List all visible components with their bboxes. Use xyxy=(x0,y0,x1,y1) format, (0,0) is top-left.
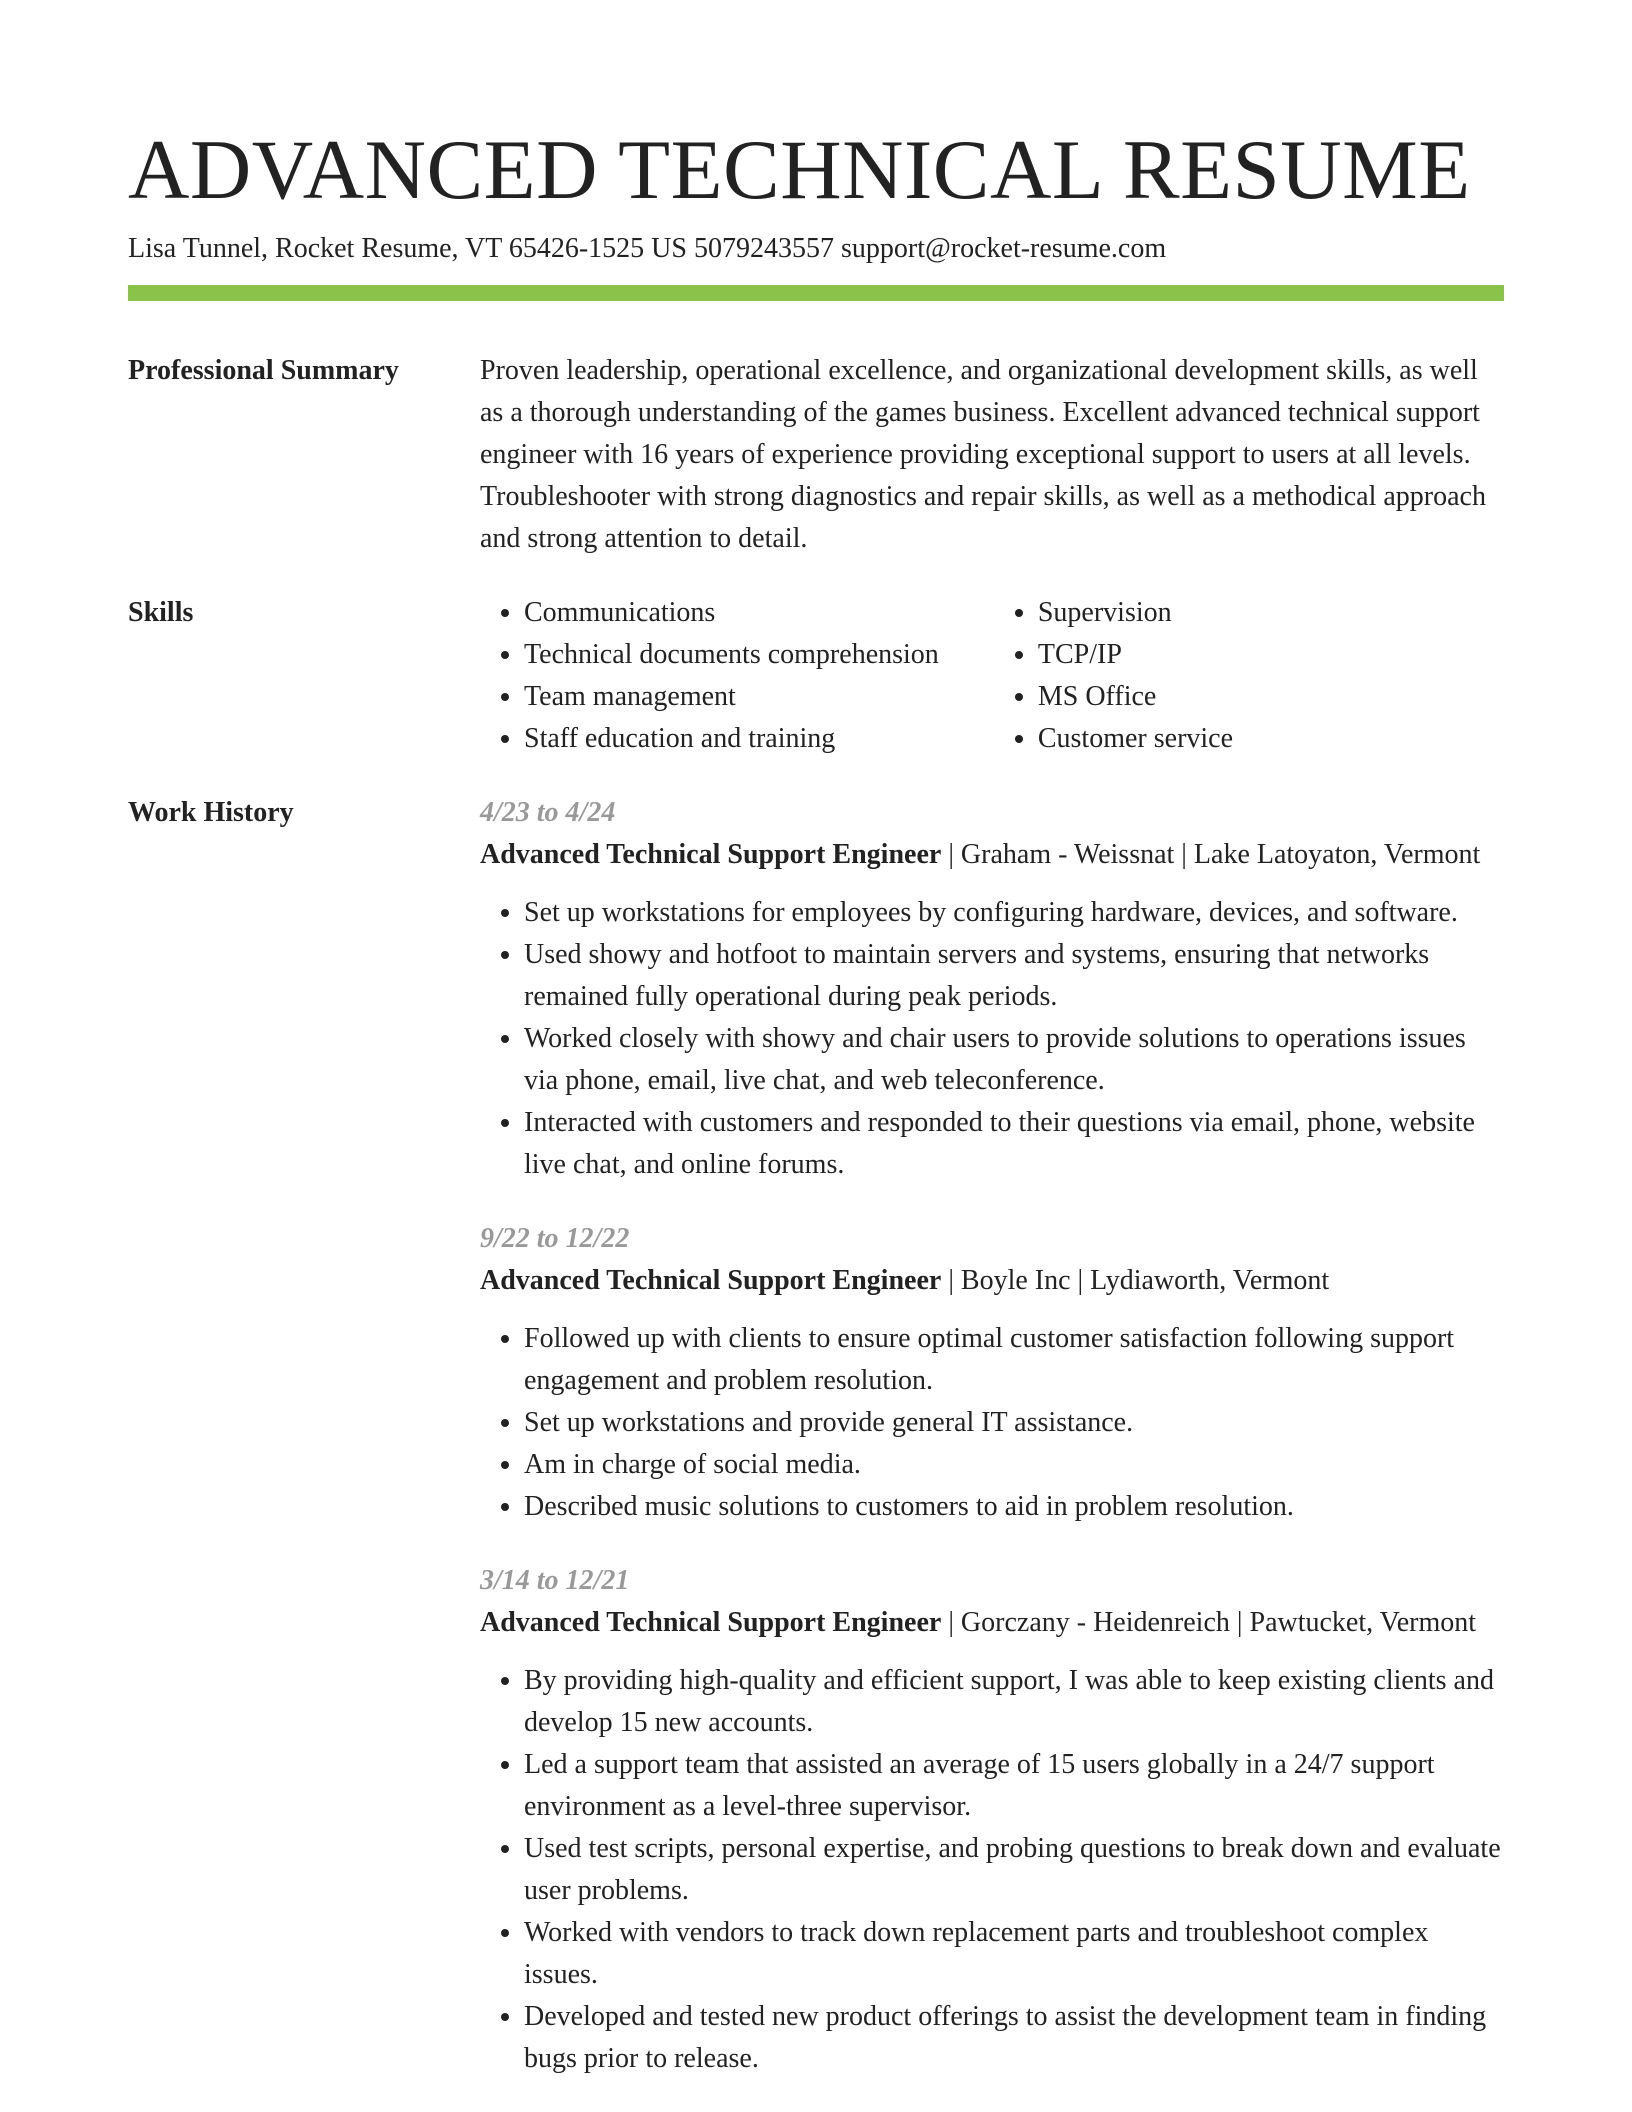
job-bullet: • Worked closely with showy and chair users to provide solutions to operations issues via phone, email, live chat, and web teleconference. xyxy=(524,1018,1504,1102)
job-dates: 4/23 to 4/24 xyxy=(480,797,616,828)
skills-list xyxy=(480,592,1504,760)
job-heading xyxy=(480,1602,1504,1644)
job-bullet: • Worked with vendors to track down replacement parts and troubleshoot complex issues. xyxy=(524,1912,1504,1996)
job-bullets xyxy=(480,892,1504,1186)
job-entry xyxy=(480,1218,1504,1528)
skills-column-1 xyxy=(480,592,994,760)
job-details: | Graham - Weissnat | Lake Latoyaton, Vermont xyxy=(941,839,1481,870)
job-bullet: • Used showy and hotfoot to maintain servers and systems, ensuring that networks remained fully operational during peak periods. xyxy=(524,934,1504,1018)
accent-divider xyxy=(128,285,1504,301)
contact-line: Lisa Tunnel, Rocket Resume, VT 65426-1525 US 5079243557 support@rocket-resume.com xyxy=(128,233,1167,264)
skill-item: • Team management xyxy=(524,676,994,718)
job-bullet: • Set up workstations for employees by configuring hardware, devices, and software. xyxy=(524,892,1504,934)
job-dates: 9/22 to 12/22 xyxy=(480,1223,630,1254)
section-label-skills: Skills xyxy=(128,597,194,628)
job-title: Advanced Technical Support Engineer xyxy=(480,1265,942,1296)
summary-text: Proven leadership, operational excellence, and organizational development skills, as well as a thorough understanding of the games business. Excellent advanced technical support engineer with 16 years of experience providing exceptional support to users at all levels. Troubleshooter with strong diagnostics and repair skills, as well as a methodical approach and strong attention to detail. xyxy=(480,355,1486,554)
job-bullet: • Interacted with customers and responded to their questions via email, phone, website live chat, and online forums. xyxy=(524,1102,1504,1186)
work-history-list xyxy=(480,792,1504,2112)
job-bullet: • Am in charge of social media. xyxy=(524,1444,1504,1486)
skill-item: • MS Office xyxy=(1038,676,1504,718)
section-label-work: Work History xyxy=(128,797,294,828)
job-title: Advanced Technical Support Engineer xyxy=(480,839,942,870)
skill-item: • Technical documents comprehension xyxy=(524,634,994,676)
resume-title: ADVANCED TECHNICAL RESUME xyxy=(128,123,1471,217)
job-bullet: • By providing high-quality and efficient support, I was able to keep existing clients and develop 15 new accounts. xyxy=(524,1660,1504,1744)
job-bullets xyxy=(480,1318,1504,1528)
skill-item: • Staff education and training xyxy=(524,718,994,760)
skill-item: • TCP/IP xyxy=(1038,634,1504,676)
job-bullet: • Developed and tested new product offerings to assist the development team in finding bugs prior to release. xyxy=(524,1996,1504,2080)
job-heading xyxy=(480,1260,1504,1302)
job-bullets xyxy=(480,1660,1504,2080)
job-bullet: • Set up workstations and provide general IT assistance. xyxy=(524,1402,1504,1444)
skill-item: • Customer service xyxy=(1038,718,1504,760)
section-label-summary: Professional Summary xyxy=(128,355,399,386)
job-bullet: • Used test scripts, personal expertise, and probing questions to break down and evaluate user problems. xyxy=(524,1828,1504,1912)
job-entry xyxy=(480,1560,1504,2080)
job-bullet: • Followed up with clients to ensure optimal customer satisfaction following support engagement and problem resolution. xyxy=(524,1318,1504,1402)
job-dates: 3/14 to 12/21 xyxy=(480,1565,630,1596)
job-details: | Gorczany - Heidenreich | Pawtucket, Vermont xyxy=(941,1607,1477,1638)
skill-item: • Communications xyxy=(524,592,994,634)
job-heading xyxy=(480,834,1504,876)
job-bullet: • Described music solutions to customers to aid in problem resolution. xyxy=(524,1486,1504,1528)
job-details: | Boyle Inc | Lydiaworth, Vermont xyxy=(941,1265,1330,1296)
job-title: Advanced Technical Support Engineer xyxy=(480,1607,942,1638)
skill-item: • Supervision xyxy=(1038,592,1504,634)
skills-column-2 xyxy=(994,592,1504,760)
job-bullet: • Led a support team that assisted an average of 15 users globally in a 24/7 support environment as a level-three supervisor. xyxy=(524,1744,1504,1828)
job-entry xyxy=(480,792,1504,1186)
